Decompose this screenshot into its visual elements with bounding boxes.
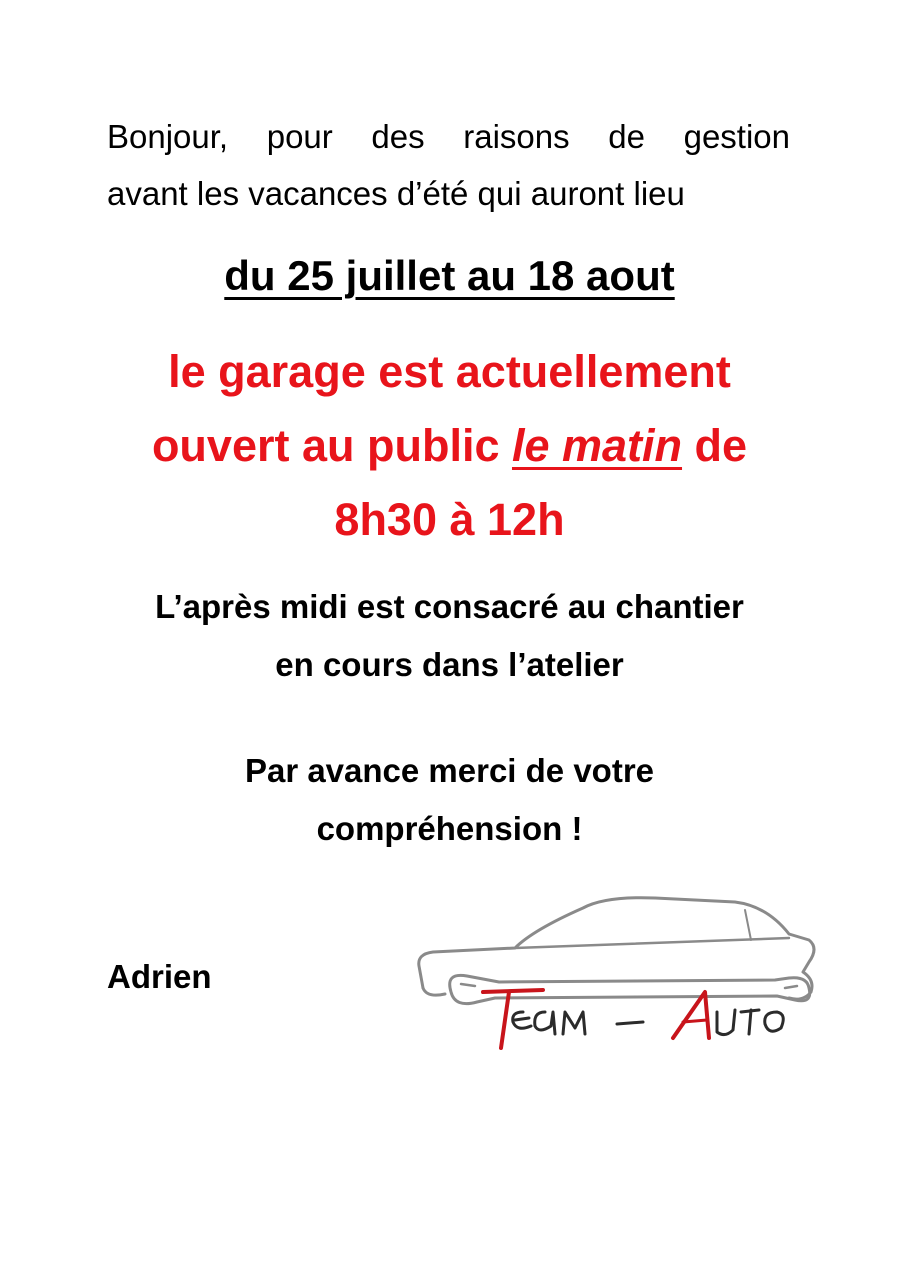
intro-paragraph <box>107 108 790 222</box>
intro-line-2: avant les vacances d’été qui auront lieu <box>107 175 685 212</box>
opening-hours-line-2 <box>0 409 899 483</box>
vacation-dates-text: du 25 juillet au 18 aout <box>224 252 675 299</box>
opening-hours-line-1: le garage est actuellement <box>168 346 731 397</box>
thanks-line-2: compréhension ! <box>316 810 583 847</box>
car-outline-icon <box>419 898 814 999</box>
afternoon-notice <box>0 578 899 694</box>
morning-emphasis: le matin <box>511 420 683 471</box>
opening-hours-time: 8h30 à 12h <box>334 494 565 545</box>
thanks-message <box>0 742 899 858</box>
afternoon-line-1: L’après midi est consacré au chantier <box>155 588 744 625</box>
signature: Adrien <box>107 958 212 995</box>
car-wrench-logo <box>405 888 825 1063</box>
opening-hours-line-2-end: de <box>682 420 748 471</box>
vacation-dates <box>0 246 899 306</box>
afternoon-line-2: en cours dans l’atelier <box>275 646 624 683</box>
opening-hours-line-2-start: ouvert au public <box>151 420 512 471</box>
thanks-line-1: Par avance merci de votre <box>244 752 655 789</box>
opening-hours-notice <box>0 335 899 557</box>
intro-line-1: Bonjour, pour des raisons de gestion <box>107 118 790 155</box>
